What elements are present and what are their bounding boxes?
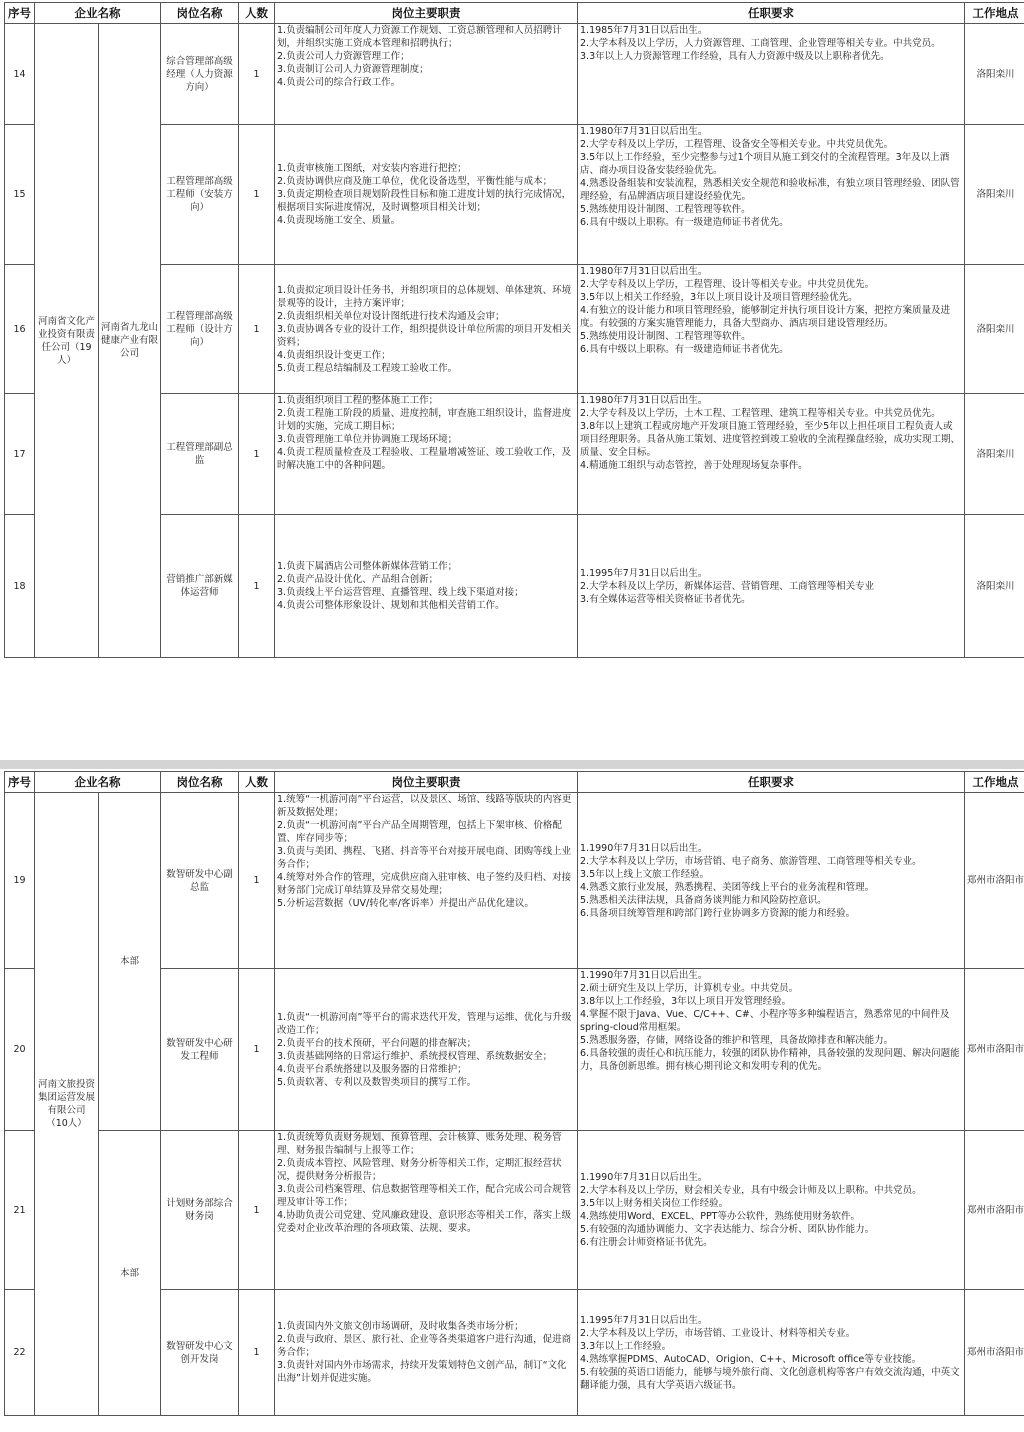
requirements-cell — [578, 394, 965, 515]
row-number: 14 — [5, 24, 35, 125]
requirement-line: 1.1995年7月31日以后出生。 — [580, 567, 708, 579]
page-separator — [0, 760, 1024, 769]
work-location: 洛阳栾川 — [965, 515, 1024, 658]
work-location: 郑州市洛阳市 — [965, 793, 1024, 969]
duty-line: 2.负责工程施工阶段的质量、进度控制，审查施工组织设计，监督进度计划的实施，完成工期目标； — [277, 408, 572, 432]
duty-line: 5.分析运营数据（UV/转化率/客诉率）并提出产品优化建议。 — [277, 898, 534, 909]
table-row — [5, 1131, 1024, 1290]
row-number: 17 — [5, 394, 35, 515]
header-duties: 岗位主要职责 — [275, 772, 578, 793]
requirement-line: 2.大学本科及以上学历，人力资源管理、工商管理、企业管理等相关专业。中共党员。 — [580, 38, 941, 49]
duty-line: 1.统筹“一机游河南”平台运营，以及景区、场馆、线路等版块的内容更新及数据处理； — [277, 794, 572, 818]
duty-line: 2.负责产品设计优化、产品组合创新； — [277, 574, 439, 585]
requirement-line: 1.1990年7月31日以后出生。 — [580, 842, 708, 854]
requirement-line: 2.硕士研究生及以上学历，计算机专业。中共党员。 — [580, 983, 799, 994]
header-requirements: 任职要求 — [578, 772, 965, 793]
duty-line: 3.负责定期检查项目规划阶段性目标和施工进度计划的执行完成情况，根据项目实际进度情况，及时调整项目相关计划； — [277, 189, 572, 213]
headcount: 1 — [239, 1290, 275, 1416]
duty-line: 3.负责制订公司人力资源管理制度； — [277, 64, 429, 75]
requirement-line: 6.具有中级以上职称。有一级建造师证书者优先。 — [580, 217, 789, 228]
duties-cell — [275, 394, 578, 515]
table-header-row — [5, 772, 1024, 793]
requirement-line: 4.掌握不限于Java、Vue、C/C++、C#、小程序等多种编程语言，熟悉常见的中间件及spring-cloud常用框架。 — [580, 1009, 950, 1033]
headcount: 1 — [239, 793, 275, 969]
requirement-line: 2.大学本科及以上学历，市场营销、电子商务、旅游管理、工商管理等相关专业。 — [580, 855, 922, 867]
duty-line: 4.协助负责公司党建、党风廉政建设、意识形态等相关工作，落实上级党委对企业改革治理的各项政策、法规、要求。 — [277, 1210, 572, 1234]
headcount: 1 — [239, 265, 275, 394]
headcount: 1 — [239, 125, 275, 265]
requirement-line: 1.1995年7月31日以后出生。 — [580, 1314, 708, 1326]
work-location: 洛阳栾川 — [965, 394, 1024, 515]
position-title: 数智研发中心文创开发岗 — [161, 1290, 239, 1416]
company-name: 河南文旅投资集团运营发展有限公司（10人） — [35, 793, 99, 1416]
requirement-line: 5.熟悉相关法律法规，具备商务谈判能力和风险防控意识。 — [580, 894, 827, 906]
duty-line: 1.负责审核施工图纸，对安装内容进行把控； — [277, 163, 467, 174]
requirement-line: 4.熟练使用Word、EXCEL、PPT等办公软件，熟练使用财务软件。 — [580, 1211, 860, 1222]
subcompany-name: 本部 — [99, 1131, 161, 1416]
requirement-line: 5.熟练使用设计制图、工程管理等软件。 — [580, 204, 751, 215]
duty-line: 3.负责协调各专业的设计工作，组织提供设计单位所需的项目开发相关资料； — [277, 323, 572, 348]
requirement-line: 1.1980年7月31日以后出生。 — [580, 126, 708, 137]
row-number: 20 — [5, 969, 35, 1131]
requirements-cell — [578, 515, 965, 658]
requirement-line: 6.有注册会计师资格证书优先。 — [580, 1237, 713, 1248]
duty-line: 3.负责基础网络的日常运行维护、系统授权管理、系统数据安全； — [277, 1050, 553, 1062]
duties-cell — [275, 125, 578, 265]
work-location: 郑州市洛阳市 — [965, 969, 1024, 1131]
requirement-line: 6.具有中级以上职称。有一级建造师证书者优先。 — [580, 344, 789, 355]
work-location: 洛阳栾川 — [965, 24, 1024, 125]
work-location: 洛阳栾川 — [965, 265, 1024, 394]
requirement-line: 5.有较强的沟通协调能力、文字表达能力、综合分析、团队协作能力。 — [580, 1224, 875, 1235]
requirement-line: 6.具备较强的责任心和抗压能力，较强的团队协作精神，具备较强的发现问题、解决问题能力，具备创新思维。拥有核心期刊论文和发明专利的优先。 — [580, 1048, 960, 1072]
duty-line: 1.负责国内外文旅文创市场调研，及时收集各类市场分析； — [277, 1321, 524, 1332]
requirement-line: 4.熟悉文旅行业发展，熟悉携程、美团等线上平台的业务流程和管理。 — [580, 881, 875, 893]
requirement-line: 1.1980年7月31日以后出生。 — [580, 266, 708, 277]
subcompany-name: 本部 — [99, 793, 161, 1131]
requirement-line: 5.有较强的英语口语能力，能够与境外旅行商、文化创意机构等客户有效交流沟通，中英文翻译能力强，具有大学英语六级证书。 — [580, 1366, 960, 1391]
position-title: 工程管理部副总监 — [161, 394, 239, 515]
header-location: 工作地点 — [965, 3, 1024, 24]
requirement-line: 2.大学专科及以上学历，工程管理、设备安全等相关专业。中共党员优先。 — [580, 139, 894, 150]
requirement-line: 1.1980年7月31日以后出生。 — [580, 395, 708, 406]
duty-line: 4.负责公司整体形象设计、规划和其他相关营销工作。 — [277, 600, 505, 611]
duty-line: 2.负责成本管控、风险管理、财务分析等相关工作，定期汇报经营状况，提供财务分析报告； — [277, 1158, 562, 1182]
duty-line: 5.负责软著、专利以及数智类项目的撰写工作。 — [277, 1076, 477, 1088]
header-company: 企业名称 — [35, 3, 161, 24]
row-number: 18 — [5, 515, 35, 658]
row-number: 21 — [5, 1131, 35, 1290]
header-no: 序号 — [5, 772, 35, 793]
duty-line: 1.负责统筹负责财务规划、预算管理、会计核算、账务处理、税务管理、财务报告编制与上报等工作； — [277, 1132, 562, 1156]
requirements-cell — [578, 793, 965, 969]
duty-line: 3.负责公司档案管理、信息数据管理等相关工作，配合完成公司合规管理及审计等工作； — [277, 1184, 572, 1208]
duty-line: 3.负责针对国内外市场需求，持续开发策划特色文创产品，制订“文化出海”计划并促进实施。 — [277, 1360, 567, 1384]
requirement-line: 6.具备项目统筹管理和跨部门跨行业协调多方资源的能力和经验。 — [580, 907, 856, 919]
headcount: 1 — [239, 394, 275, 515]
position-title: 数智研发中心副总监 — [161, 793, 239, 969]
requirement-line: 3.3年以上人力资源管理工作经验，具有人力资源中级及以上职称者优先。 — [580, 51, 890, 62]
work-location: 郑州市洛阳市 — [965, 1131, 1024, 1290]
duty-line: 3.负责线上平台运营管理、直播管理、线上线下渠道对接； — [277, 587, 524, 598]
requirement-line: 3.8年以上建筑工程或房地产开发项目施工管理经验，至少5年以上担任项目工程负责人或项目经理职务。具备从施工策划、进度管控到竣工验收的全流程操盘经验，成功实现工期、质量、安全目标。 — [580, 421, 961, 458]
header-count: 人数 — [239, 772, 275, 793]
header-location: 工作地点 — [965, 772, 1024, 793]
work-location: 洛阳栾川 — [965, 125, 1024, 265]
duties-cell — [275, 24, 578, 125]
duty-line: 4.统筹对外合作的管理，完成供应商入驻审核、电子签约及归档、对接财务部门完成订单结算及异常交易处理； — [277, 872, 572, 896]
company-name: 河南省文化产业投资有限责任公司（19人） — [35, 24, 99, 658]
row-number: 15 — [5, 125, 35, 265]
requirement-line: 2.大学本科及以上学历，市场营销、工业设计、材料等相关专业。 — [580, 1327, 856, 1339]
work-location: 郑州市洛阳市 — [965, 1290, 1024, 1416]
requirements-cell — [578, 265, 965, 394]
position-title: 营销推广部新媒体运营师 — [161, 515, 239, 658]
requirements-cell — [578, 969, 965, 1131]
requirement-line: 4.精通施工组织与动态管控，善于处理现场复杂事件。 — [580, 460, 808, 471]
duty-line: 5.负责工程总结编制及工程竣工验收工作。 — [277, 362, 458, 374]
subcompany-name: 河南省九龙山健康产业有限公司 — [99, 24, 161, 658]
requirement-line: 4.熟练掌握PDMS、AutoCAD、Origion、C++、Microsoft office等专业技能。 — [580, 1353, 922, 1365]
requirement-line: 2.大学专科及以上学历，土木工程、工程管理、建筑工程等相关专业。中共党员优先。 — [580, 408, 941, 419]
duty-line: 4.负责工程质量检查及工程验收、工程量增减签证、竣工验收工作，及时解决施工中的各种问题。 — [277, 447, 572, 471]
requirement-line: 4.有独立的设计能力和项目管理经验，能够制定并执行项目设计方案，把控方案质量及进度。有较强的方案实施管理能力，具备大型商办、酒店项目建设管理经历。 — [580, 305, 951, 329]
requirement-line: 3.5年以上工作经验，至少完整参与过1个项目从施工到交付的全流程管理。3年及以上酒店、商办项目设备安装经验优先。 — [580, 152, 950, 176]
position-title: 计划财务部综合财务岗 — [161, 1131, 239, 1290]
duty-line: 2.负责平台的技术预研，平台问题的排查解决； — [277, 1037, 477, 1049]
headcount: 1 — [239, 515, 275, 658]
requirement-line: 3.5年以上相关工作经验，3年以上项目设计及项目管理经验优先。 — [580, 292, 858, 303]
duty-line: 3.负责与美团、携程、飞猪、抖音等平台对接开展电商、团购等线上业务合作； — [277, 846, 572, 870]
requirement-line: 5.熟悉服务器，存储，网络设备的维护和管理，具备故障排查和解决能力。 — [580, 1035, 894, 1046]
row-number: 16 — [5, 265, 35, 394]
header-duties: 岗位主要职责 — [275, 3, 578, 24]
requirement-line: 3.5年以上线上文旅工作经验。 — [580, 868, 710, 880]
recruitment-table-2 — [4, 771, 1024, 1416]
position-title: 工程管理部高级工程师（安装方向） — [161, 125, 239, 265]
duty-line: 4.负责公司的综合行政工作。 — [277, 77, 401, 88]
position-title: 综合管理部高级经理（人力资源方向） — [161, 24, 239, 125]
duty-line: 1.负责“一机游河南”等平台的需求迭代开发，管理与运维、优化与升级改造工作； — [277, 1011, 572, 1036]
row-number: 19 — [5, 793, 35, 969]
requirement-line: 2.大学本科及以上学历，新媒体运营、营销管理、工商管理等相关专业 — [580, 580, 875, 592]
requirement-line: 3.有全媒体运营等相关资格证书者优先。 — [580, 593, 751, 605]
requirement-line: 5.熟练使用设计制图、工程管理等软件。 — [580, 331, 751, 342]
requirement-line: 3.3年以上工作经验。 — [580, 1340, 672, 1352]
headcount: 1 — [239, 24, 275, 125]
header-no: 序号 — [5, 3, 35, 24]
requirement-line: 3.8年以上工作经验，3年以上项目开发管理经验。 — [580, 996, 792, 1007]
position-title: 数智研发中心研发工程师 — [161, 969, 239, 1131]
duty-line: 2.负责公司人力资源管理工作； — [277, 51, 410, 62]
row-number: 22 — [5, 1290, 35, 1416]
duty-line: 2.负责组织相关单位对设计图纸进行技术沟通及会审； — [277, 310, 505, 322]
requirement-line: 1.1990年7月31日以后出生。 — [580, 970, 708, 981]
duties-cell — [275, 793, 578, 969]
requirements-cell — [578, 24, 965, 125]
requirement-line: 3.5年以上财务相关岗位工作经验。 — [580, 1198, 729, 1209]
duties-cell — [275, 265, 578, 394]
position-title: 工程管理部高级工程师（设计方向） — [161, 265, 239, 394]
duties-cell — [275, 1290, 578, 1416]
table-header-row — [5, 3, 1024, 24]
duty-line: 4.负责组织设计变更工作； — [277, 349, 391, 361]
header-position: 岗位名称 — [161, 772, 239, 793]
duty-line: 4.负责平台系统搭建以及服务器的日常维护； — [277, 1063, 467, 1075]
table-row — [5, 24, 1024, 125]
requirement-line: 2.大学专科及以上学历，工程管理、设计等相关专业。中共党员优先。 — [580, 279, 875, 290]
duty-line: 1.负责组织项目工程的整体施工工作； — [277, 395, 439, 406]
requirements-cell — [578, 1290, 965, 1416]
duties-cell — [275, 969, 578, 1131]
requirement-line: 1.1985年7月31日以后出生。 — [580, 25, 708, 36]
duty-line: 2.负责协调供应商及施工单位，优化设备选型，平衡性能与成本； — [277, 176, 553, 187]
duty-line: 4.负责现场施工安全、质量。 — [277, 215, 401, 226]
requirement-line: 1.1990年7月31日以后出生。 — [580, 1172, 708, 1183]
header-count: 人数 — [239, 3, 275, 24]
requirements-cell — [578, 1131, 965, 1290]
requirement-line: 4.熟悉设备组装和安装流程，熟悉相关安全规范和验收标准，有独立项目管理经验、团队管理经验，有品牌酒店项目建设经验优先。 — [580, 178, 960, 202]
table-row — [5, 793, 1024, 969]
duty-line: 1.负责下属酒店公司整体新媒体营销工作； — [277, 561, 458, 572]
duty-line: 3.负责管理施工单位并协调施工现场环境； — [277, 434, 458, 445]
duty-line: 2.负责与政府、景区、旅行社、企业等各类渠道客户进行沟通，促进商务合作； — [277, 1334, 572, 1358]
requirements-cell — [578, 125, 965, 265]
duties-cell — [275, 515, 578, 658]
requirement-line: 2.大学本科及以上学历，财会相关专业，具有中级会计师及以上职称。中共党员。 — [580, 1185, 922, 1196]
duties-cell — [275, 1131, 578, 1290]
header-company: 企业名称 — [35, 772, 161, 793]
headcount: 1 — [239, 969, 275, 1131]
header-requirements: 任职要求 — [578, 3, 965, 24]
duty-line: 2.负责“一机游河南”平台产品全周期管理，包括上下架审核、价格配置、库存同步等； — [277, 820, 562, 844]
duty-line: 1.负责编制公司年度人力资源工作规划、工资总额管理和人员招聘计划，并组织实施工资成本管理和招聘执行； — [277, 25, 562, 49]
duty-line: 1.负责拟定项目设计任务书，并组织项目的总体规划、单体建筑、环境景观等的设计，主持方案评审； — [277, 284, 572, 309]
header-position: 岗位名称 — [161, 3, 239, 24]
headcount: 1 — [239, 1131, 275, 1290]
recruitment-table-1 — [4, 2, 1024, 658]
